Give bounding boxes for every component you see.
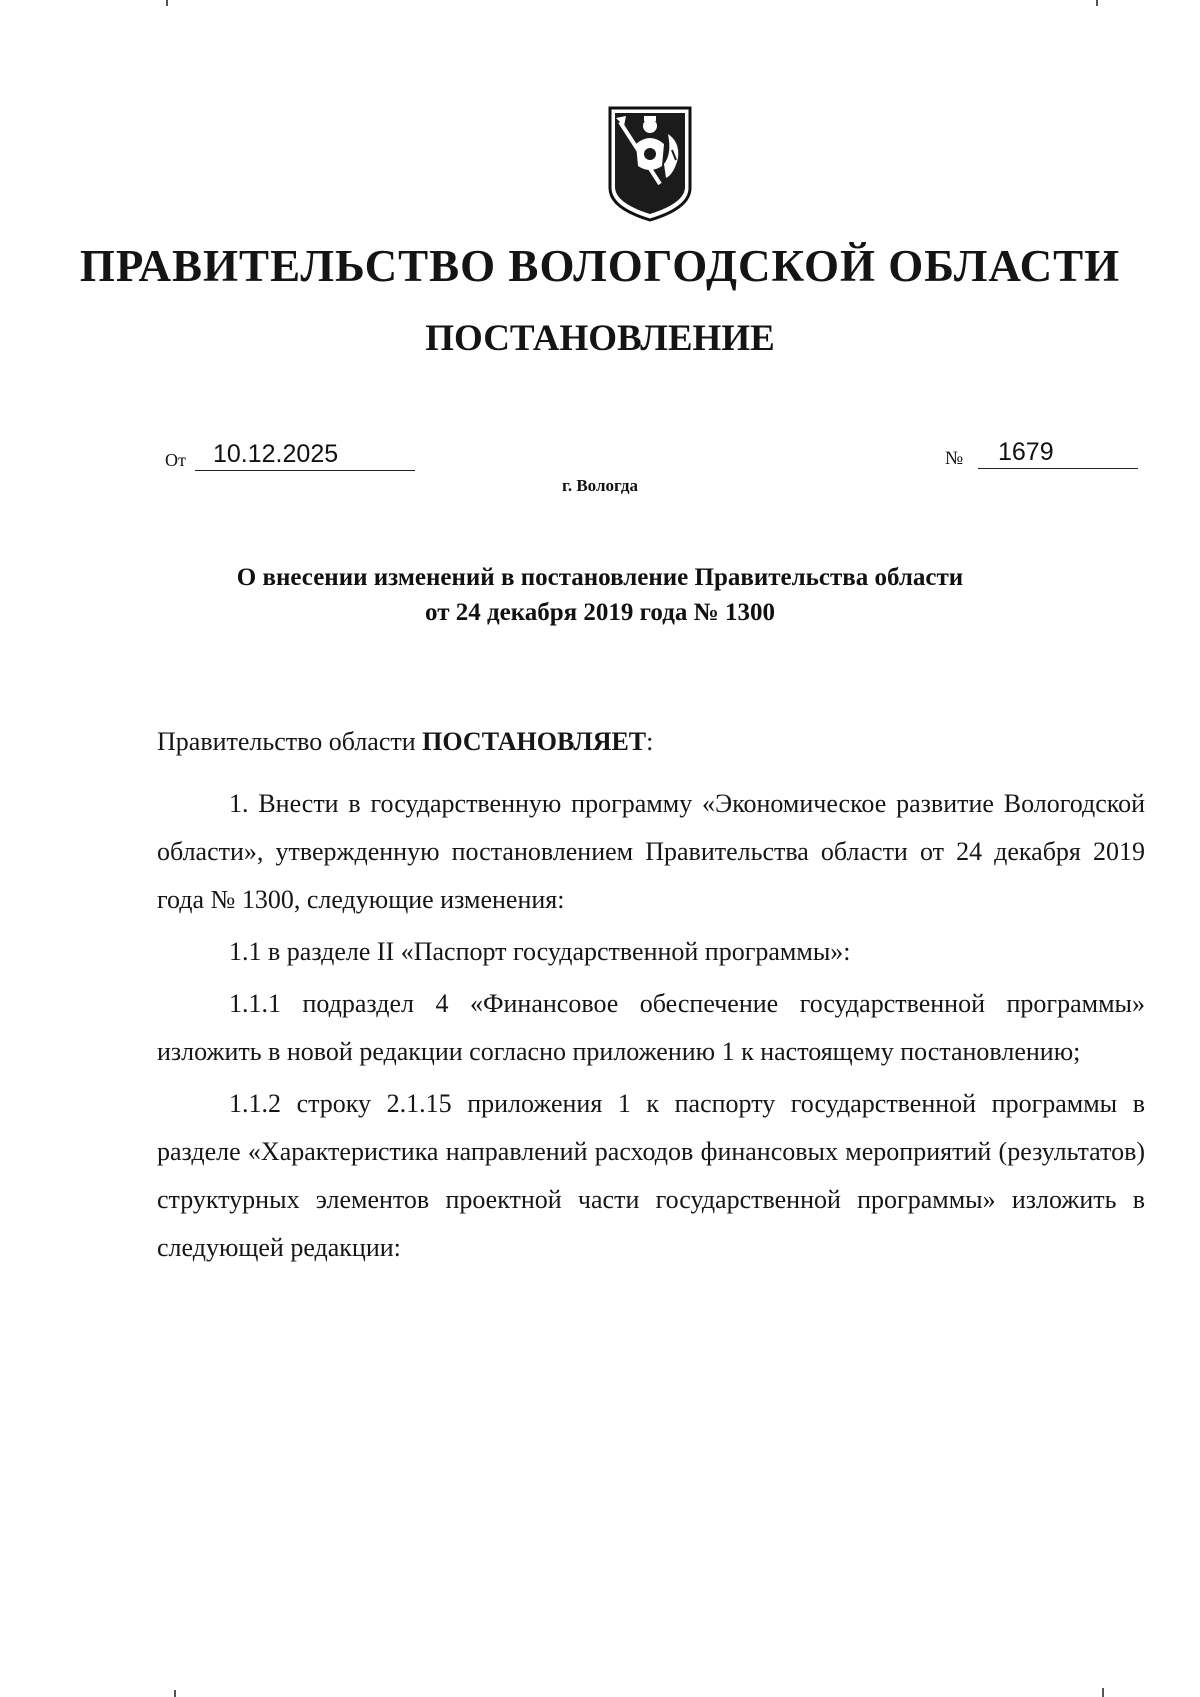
intro-bold: ПОСТАНОВЛЯЕТ <box>422 727 647 756</box>
government-title: ПРАВИТЕЛЬСТВО ВОЛОГОДСКОЙ ОБЛАСТИ <box>79 241 1121 291</box>
document-body <box>157 718 1145 1276</box>
subject-line-1: О внесении изменений в постановление Правительства области <box>236 564 964 591</box>
scan-mark-bottom-left <box>174 1690 176 1697</box>
paragraph-1-1-2: 1.1.2 строку 2.1.15 приложения 1 к паспорту государственной программы в разделе «Характеристика направлений расходов финансовых мероприятий (результатов) структурных элементов проектной части государственной программы» изложить в следующей редакции: <box>157 1089 1145 1262</box>
document-number: 1679 <box>978 438 1138 469</box>
intro-prefix: Правительство области <box>157 727 423 756</box>
city-label: г. Вологда <box>562 476 638 495</box>
intro-suffix: : <box>646 727 654 756</box>
scan-mark-top-left <box>166 0 168 6</box>
document-date: 10.12.2025 <box>195 440 415 471</box>
document-subject <box>0 560 1200 630</box>
paragraph-1-1-1: 1.1.1 подраздел 4 «Финансовое обеспечение государственной программы» изложить в новой редакции согласно приложению 1 к настоящему постановлению; <box>157 989 1145 1066</box>
scan-mark-top-right <box>1096 0 1098 6</box>
paragraph-1: 1. Внести в государственную программу «Экономическое развитие Вологодской области», утвержденную постановлением Правительства области от 24 декабря 2019 года № 1300, следующие изменения: <box>157 789 1145 914</box>
scan-mark-bottom-right <box>1102 1688 1104 1697</box>
date-prefix-label: От <box>165 450 186 470</box>
subject-line-2: от 24 декабря 2019 года № 1300 <box>425 599 775 626</box>
number-prefix-label: № <box>945 448 964 469</box>
document-type-title: ПОСТАНОВЛЕНИЕ <box>425 318 775 359</box>
intro-paragraph <box>157 718 1145 766</box>
coat-of-arms-icon <box>606 104 694 222</box>
paragraph-1-1: 1.1 в разделе II «Паспорт государственной программы»: <box>229 937 851 966</box>
